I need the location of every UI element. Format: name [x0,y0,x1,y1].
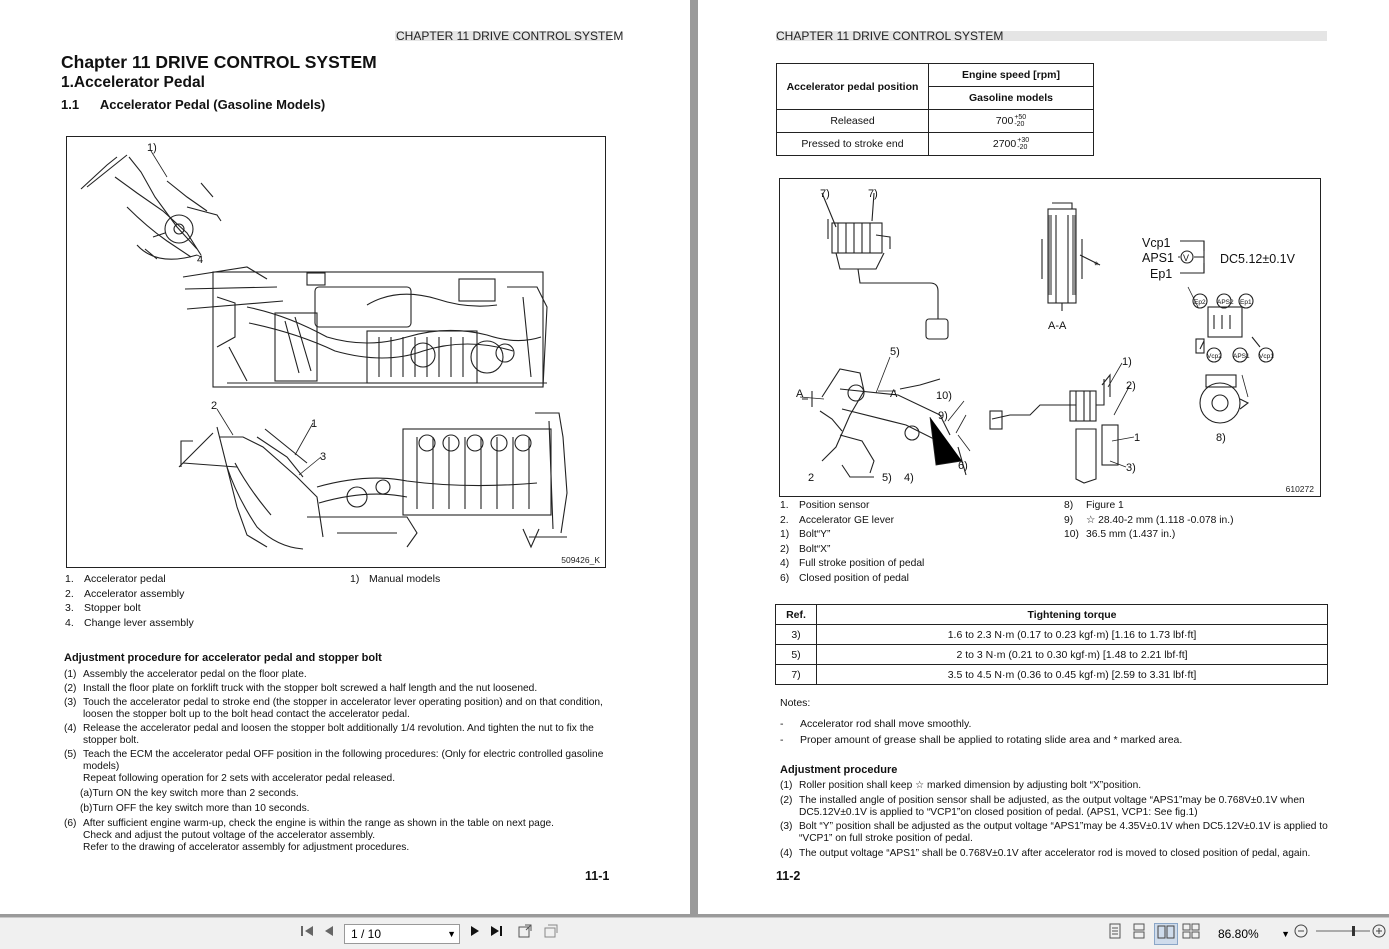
table-row: Pressed to stroke end 2700+30 -20 [777,133,1094,156]
legend-item: 1. Accelerator pedal [65,573,166,585]
pin-ep1: Ep1 [1240,299,1252,306]
notes-list [780,716,1182,748]
chapter-title: Chapter 11 DRIVE CONTROL SYSTEM [61,52,377,72]
label-7a: 7) [820,188,830,200]
step-sub: (b)Turn OFF the key switch more than 10 seconds. [80,803,310,814]
pin-aps2: APS2 [1217,299,1234,306]
table-header: Ref. [776,605,817,625]
notes-title: Notes: [780,697,811,709]
label-r1b: 1 [1134,432,1141,444]
figure-legend [65,572,194,630]
prev-page-icon[interactable] [318,923,340,945]
fit-width-icon[interactable] [514,923,536,945]
label-5b: 5) [882,472,892,484]
zoom-out-icon[interactable] [1292,923,1310,945]
callout-1: 1 [311,418,318,430]
pin-vcp2: Vcp2 [1207,353,1222,360]
subsection-title [61,97,325,112]
page-number: 11-1 [585,869,610,883]
continuous-facing-icon[interactable] [1180,923,1202,945]
step: (1) Roller position shall keep ☆ marked dimension by adjusting bolt “X”position. [780,780,1142,791]
last-page-icon[interactable] [486,923,508,945]
table-row: Released 700+50 -20 [777,110,1094,133]
accelerator-pedal-figure [66,136,606,568]
table-header: Accelerator pedal position [777,64,929,110]
section-title: 1.Accelerator Pedal [61,74,205,91]
table-header: Engine speed [rpm] [929,64,1094,87]
step: (4) The output voltage “APS1” shall be 0.768V±0.1V after accelerator rod is moved to closed position of pedal, again. [780,848,1311,859]
subsection-text: Accelerator Pedal (Gasoline Models) [99,97,326,112]
zoom-in-icon[interactable] [1370,923,1388,945]
table-row: 7) 3.5 to 4.5 N·m (0.36 to 0.45 kgf·m) [2.59 to 3.31 lbf·ft] [776,665,1328,685]
step: (3) Bolt “Y” position shall be adjusted as the output voltage “APS1”may be 4.35V±0.1V when DC5.12V±0.1V is applied to “VCP1” on full stroke position of pedal. [780,821,1328,844]
chevron-down-icon[interactable]: ▼ [447,929,456,939]
page-2 [698,0,1389,914]
label-a1: A [796,388,804,400]
page-number: 11-2 [776,869,801,883]
zoom-slider[interactable] [1314,923,1372,945]
continuous-page-icon[interactable] [1128,923,1150,945]
first-page-icon[interactable] [296,923,318,945]
pin-ep2: Ep2 [1194,299,1206,306]
label-9: 9) [938,410,948,422]
label-voltmeter: V [1183,253,1190,263]
pedal-line-drawing [67,137,605,567]
table-header: Tightening torque [817,605,1328,625]
single-page-icon[interactable] [1104,923,1126,945]
step: (3) Touch the accelerator pedal to stroke end (the stopper in accelerator lever operating position) and on that condition, loosen the stopper bolt up to the bolt head contact the accelerator pedal. [64,697,603,720]
assembly-line-drawing [780,179,1320,496]
legend-item: 3. Stopper bolt [65,602,141,614]
label-r2: 2) [1126,380,1136,392]
legend-note: 1) Manual models [350,573,441,585]
label-vcp1: Vcp1 [1142,236,1171,250]
label-dc-voltage: DC5.12±0.1V [1220,252,1295,266]
label-2: 2 [808,472,815,484]
label-r1: 1) [1122,356,1132,368]
tightening-torque-table [775,604,1328,685]
pin-vcp1: Vcp1 [1259,353,1274,360]
zoom-level-select[interactable]: 86.80% ▼ [1218,924,1292,944]
figure-code: 509426_K [561,555,600,565]
label-a2: A [890,388,898,400]
page-number-input[interactable]: 1 / 10 ▼ [344,924,460,944]
note-item: - Proper amount of grease shall be applied to rotating slide area and * marked area. [780,734,1183,746]
fit-page-icon[interactable] [540,923,562,945]
label-section-aa: A-A [1048,320,1067,332]
legend-item: 2. Accelerator assembly [65,587,185,600]
table-row: 5) 2 to 3 N·m (0.21 to 0.30 kgf·m) [1.48 to 2.21 lbf·ft] [776,645,1328,665]
step: (2) The installed angle of position sensor shall be adjusted, as the output voltage “APS1”may be 0.768V±0.1V when DC5.12V±0.1V is applied to “VCP1”on closed position of pedal. (APS1, VCP1: See fig.1) [780,795,1305,818]
legend-item: 4. Change lever assembly [65,616,194,629]
procedure-steps [780,780,1328,860]
procedure-title: Adjustment procedure for accelerator pedal and stopper bolt [64,652,382,664]
label-figure-8: 8) [1216,432,1226,444]
running-header: CHAPTER 11 DRIVE CONTROL SYSTEM [776,29,1004,43]
callout-2: 2 [211,400,218,412]
callout-1-manual: 1) [147,142,157,154]
step: (1) Assembly the accelerator pedal on the floor plate. [64,669,307,680]
label-4: 4) [904,472,914,484]
viewer-toolbar [0,917,1389,949]
procedure-title: Adjustment procedure [780,764,898,776]
page-1 [0,0,690,914]
label-grease-mark: * [1094,260,1099,272]
label-7b: 7) [868,188,878,200]
running-header: CHAPTER 11 DRIVE CONTROL SYSTEM [396,29,624,43]
step: (4) Release the accelerator pedal and loosen the stopper bolt additionally 1/4 revolution. And tighten the nut to fix the stopper bolt. [64,723,594,746]
figure-code: 610272 [1285,484,1314,494]
figure-legend-right: 8) Figure 1 9) ☆ 28.40-2 mm (1.118 -0.078 in.) 10) 36.5 mm (1.437 in.) [1064,500,1234,540]
note-item: - Accelerator rod shall move smoothly. [780,718,972,730]
step: Check and adjust the putout voltage of the accelerator assembly. [83,830,376,841]
chevron-down-icon[interactable]: ▼ [1281,929,1290,939]
table-row: 3) 1.6 to 2.3 N·m (0.17 to 0.23 kgf·m) [1.16 to 1.73 lbf·ft] [776,625,1328,645]
label-aps1: APS1 [1142,251,1174,265]
next-page-icon[interactable] [464,923,486,945]
step: (2) Install the floor plate on forklift truck with the stopper bolt screwed a half length and the nut loosened. [64,683,538,694]
label-r3: 3) [1126,462,1136,474]
label-10: 10) [936,390,952,402]
label-6: 6) [958,460,968,472]
subsection-number: 1.1 [61,97,80,112]
facing-page-icon[interactable] [1154,923,1178,945]
step: (5) Teach the ECM the accelerator pedal OFF position in the following procedures: (Only for electric controlled gasoline models) [64,749,604,772]
step: (6) After sufficient engine warm-up, check the engine is within the range as shown in the table on next page. [64,818,554,829]
figure-legend-left: 1. Position sensor 2. Accelerator GE lever 1) Bolt“Y” 2) Bolt“X” 4) Full stroke position of pedal 6) Closed position of pedal [780,500,925,584]
table-subheader: Gasoline models [929,87,1094,110]
callout-3: 3 [320,451,327,463]
callout-4: 4 [197,254,204,266]
step: Repeat following operation for 2 sets with accelerator pedal released. [83,773,396,784]
procedure-steps [64,669,616,854]
step-sub: (a)Turn ON the key switch more than 2 seconds. [80,788,299,799]
engine-speed-table [776,63,1094,156]
accelerator-assembly-figure [779,178,1321,497]
step: Refer to the drawing of accelerator assembly for adjustment procedures. [83,842,410,853]
label-5a: 5) [890,346,900,358]
pin-aps1: APS1 [1233,353,1250,360]
label-ep1: Ep1 [1150,267,1173,281]
